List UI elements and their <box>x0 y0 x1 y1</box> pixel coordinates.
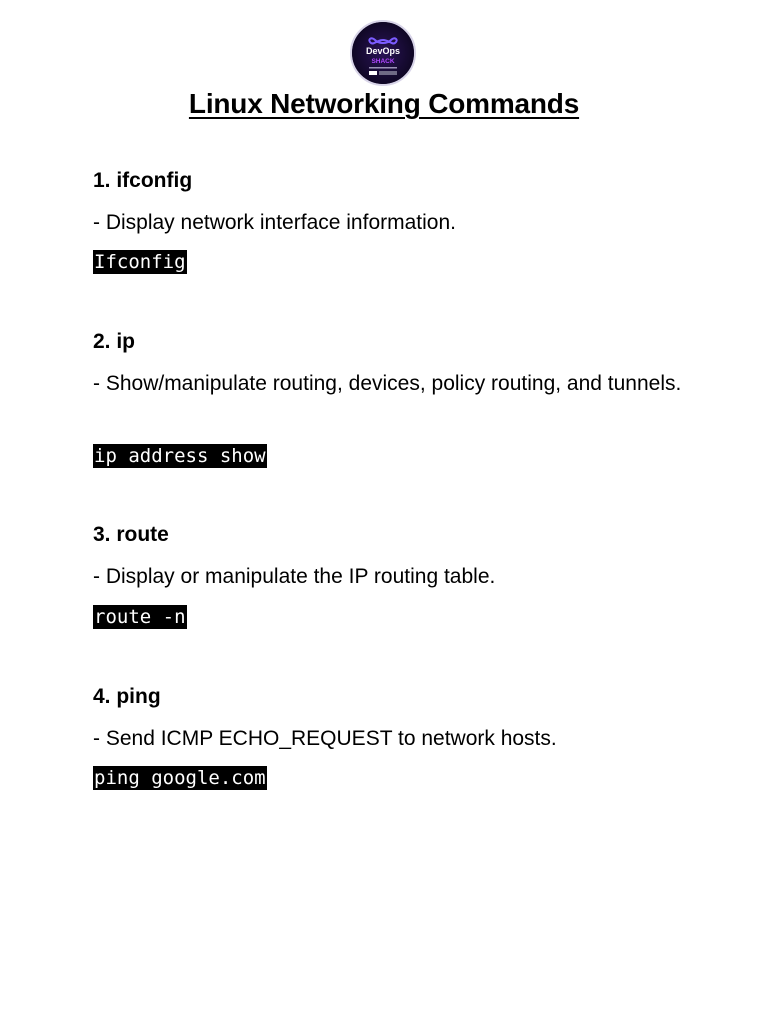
command-heading-ping: 4. ping <box>93 685 161 708</box>
command-description-route: - Display or manipulate the IP routing table. <box>93 565 496 588</box>
command-heading-ifconfig: 1. ifconfig <box>93 169 193 192</box>
command-description-ping: - Send ICMP ECHO_REQUEST to network hosts. <box>93 727 557 750</box>
devops-shack-logo <box>350 20 416 86</box>
logo-graphic <box>352 22 414 84</box>
command-code-ifconfig: Ifconfig <box>94 251 186 273</box>
command-heading-ip: 2. ip <box>93 330 136 353</box>
command-heading-route: 3. route <box>93 523 169 546</box>
logo-name: DevOps <box>365 46 401 56</box>
page-title-text: Linux Networking Commands <box>188 88 580 119</box>
command-description-ifconfig: - Display network interface information. <box>93 211 456 234</box>
command-description-ip: - Show/manipulate routing, devices, policy routing, and tunnels. <box>93 372 682 395</box>
command-code-ping: ping google.com <box>94 767 266 789</box>
logo-sub: SHACK <box>371 58 395 65</box>
command-code-ip: ip address show <box>94 445 266 467</box>
page-title <box>0 88 768 120</box>
command-code-route: route -n <box>94 606 186 628</box>
